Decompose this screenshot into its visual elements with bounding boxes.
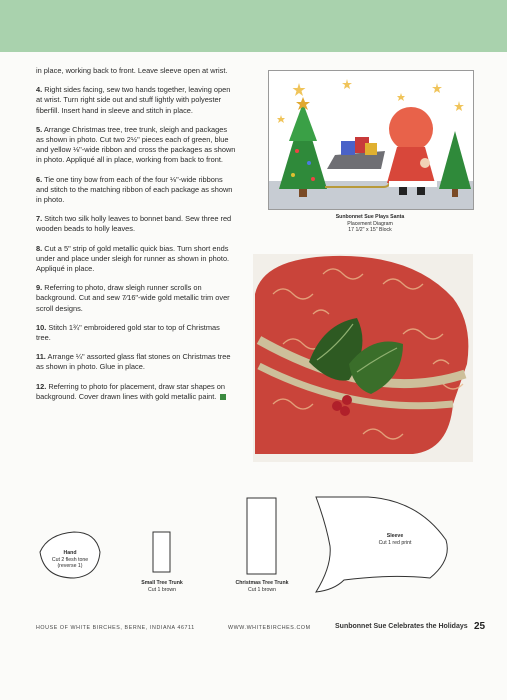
- step-number: 11.: [36, 352, 46, 362]
- step-number: 7.: [36, 214, 43, 224]
- pattern-name: Small Tree Trunk: [141, 580, 183, 586]
- pattern-note: (reverse 1): [57, 563, 83, 570]
- step-number: 8.: [36, 243, 43, 253]
- diagram-title: Sunbonnet Sue Plays Santa: [335, 214, 405, 220]
- pattern-name: Hand: [63, 550, 77, 556]
- pattern-hand: [40, 550, 100, 570]
- step-text: Stitch two silk holly leaves to bonnet band. Sew three red wooden beads to holly leaves.: [36, 214, 232, 234]
- step-text: Referring to photo for placement, draw star shapes on background. Cover drawn lines with gold metallic paint.: [36, 381, 225, 401]
- pattern-cut: Cut 1 brown: [248, 586, 276, 593]
- pattern-name: Christmas Tree Trunk: [235, 580, 289, 586]
- step-number: 9.: [36, 283, 43, 293]
- step-text: Cut a 5" strip of gold metallic quick bias. Turn short ends under and place under sleigh for runner as shown in photo. Appliqué in place.: [36, 243, 230, 274]
- pattern-small-tree-trunk: [126, 580, 198, 593]
- book-title: Sunbonnet Sue Celebrates the Holidays: [335, 623, 468, 630]
- step-number: 6.: [36, 174, 43, 184]
- step-text: in place, working back to front. Leave sleeve open at wrist.: [36, 66, 228, 75]
- pattern-christmas-tree-trunk: [222, 580, 302, 593]
- pattern-cut: Cut 1 brown: [148, 586, 176, 593]
- publisher-address: HOUSE OF WHITE BIRCHES, BERNE, INDIANA 46711: [36, 625, 195, 631]
- page-number: 25: [474, 621, 486, 632]
- diagram-subtitle: Placement Diagram: [347, 220, 393, 227]
- pattern-cut: Cut 1 red print: [378, 539, 412, 546]
- step-text: Stitch 1¾" embroidered gold star to top of Christmas tree.: [36, 322, 220, 343]
- step-number: 12.: [36, 381, 47, 391]
- step-text: Right sides facing, sew two hands together, leaving open at wrist. Turn right side out and stuff lightly with polyester fiberfill. Insert hand in sleeve and stitch in place.: [36, 85, 231, 115]
- step-text: Arrange Christmas tree, tree trunk, sleigh and packages as shown in photo. Cut two 2½" pieces each of green, blue and yellow ⅛"-wide ribbon and cross the packages as shown in photo. Appliqué all in place, working from back to front.: [36, 124, 236, 165]
- diagram-size: 17 1/2" x 15" Block: [348, 227, 392, 234]
- pattern-sleeve: [360, 533, 430, 546]
- step-text: Referring to photo, draw sleigh runner scrolls on background. Cut and sew 7⁄16"-wide gold metallic trim over scroll designs.: [36, 283, 230, 313]
- pattern-cut: Cut 2 flesh tone: [51, 556, 89, 563]
- step-number: 10.: [36, 322, 47, 332]
- pattern-name: Sleeve: [386, 533, 404, 539]
- step-text: Tie one tiny bow from each of the four ⅛"-wide ribbons and stitch to the matching ribbon of each package as shown in photo.: [36, 174, 233, 205]
- publisher-website: WWW.WHITEBIRCHES.COM: [228, 625, 311, 631]
- step-number: 4.: [36, 85, 43, 95]
- step-number: 5.: [36, 124, 43, 134]
- step-text: Arrange ¼" assorted glass flat stones on Christmas tree as shown in photo. Glue in place.: [36, 352, 231, 372]
